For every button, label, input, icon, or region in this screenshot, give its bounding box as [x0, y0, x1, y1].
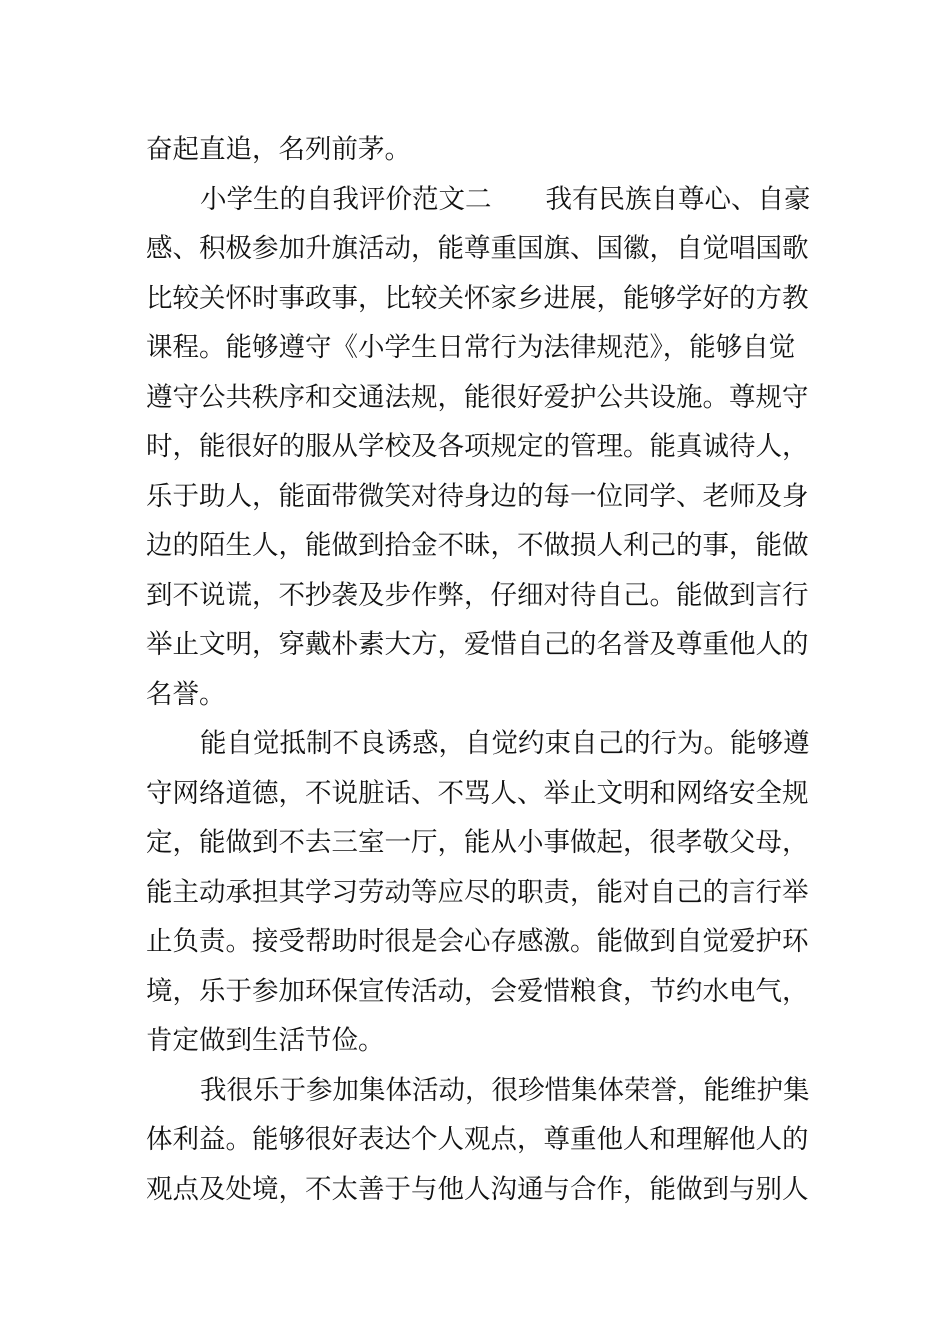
text-line: 我很乐于参加集体活动，很珍惜集体荣誉，能维护集	[200, 1075, 810, 1106]
text-line: 奋起直追，名列前茅。	[146, 134, 411, 165]
text-line: 比较关怀时事政事，比较关怀家乡进展，能够学好的方教	[146, 283, 809, 314]
text-line: 守网络道德，不说脏话、不骂人、举止文明和网络安全规	[146, 778, 809, 809]
text-line: 观点及处境，不太善于与他人沟通与合作，能做到与别人	[146, 1174, 809, 1205]
text-line: 时，能很好的服从学校及各项规定的管理。能真诚待人，	[146, 431, 809, 462]
text-line: 体利益。能够很好表达个人观点，尊重他人和理解他人的	[146, 1124, 809, 1155]
text-line: 定，能做到不去三室一厅，能从小事做起，很孝敬父母，	[146, 827, 809, 858]
text-line: 能自觉抵制不良诱惑，自觉约束自己的行为。能够遵	[200, 728, 810, 759]
text-line: 肯定做到生活节俭。	[146, 1025, 385, 1056]
text-line: 乐于助人，能面带微笑对待身边的每一位同学、老师及身	[146, 481, 809, 512]
text-line: 名誉。	[146, 679, 226, 710]
text-line: 遵守公共秩序和交通法规，能很好爱护公共设施。尊规守	[146, 382, 809, 413]
text-line: 到不说谎，不抄袭及步作弊，仔细对待自己。能做到言行	[146, 580, 809, 611]
section-title: 小学生的自我评价范文二	[200, 184, 492, 215]
text-line: 举止文明，穿戴朴素大方，爱惜自己的名誉及尊重他人的	[146, 629, 809, 660]
text-line: 境，乐于参加环保宣传活动，会爱惜粮食，节约水电气，	[146, 976, 809, 1007]
text-line: 课程。能够遵守《小学生日常行为法律规范》，能够自觉	[146, 332, 796, 363]
text-line: 能主动承担其学习劳动等应尽的职责，能对自己的言行举	[146, 877, 809, 908]
text-line: 止负责。接受帮助时很是会心存感激。能做到自觉爱护环	[146, 926, 809, 957]
text-line: 感、积极参加升旗活动，能尊重国旗、国徽，自觉唱国歌	[146, 233, 809, 264]
text-line: 边的陌生人，能做到拾金不昧，不做损人利己的事，能做	[146, 530, 809, 561]
text-line: 我有民族自尊心、自豪	[545, 184, 811, 215]
paragraph-line	[200, 180, 826, 220]
